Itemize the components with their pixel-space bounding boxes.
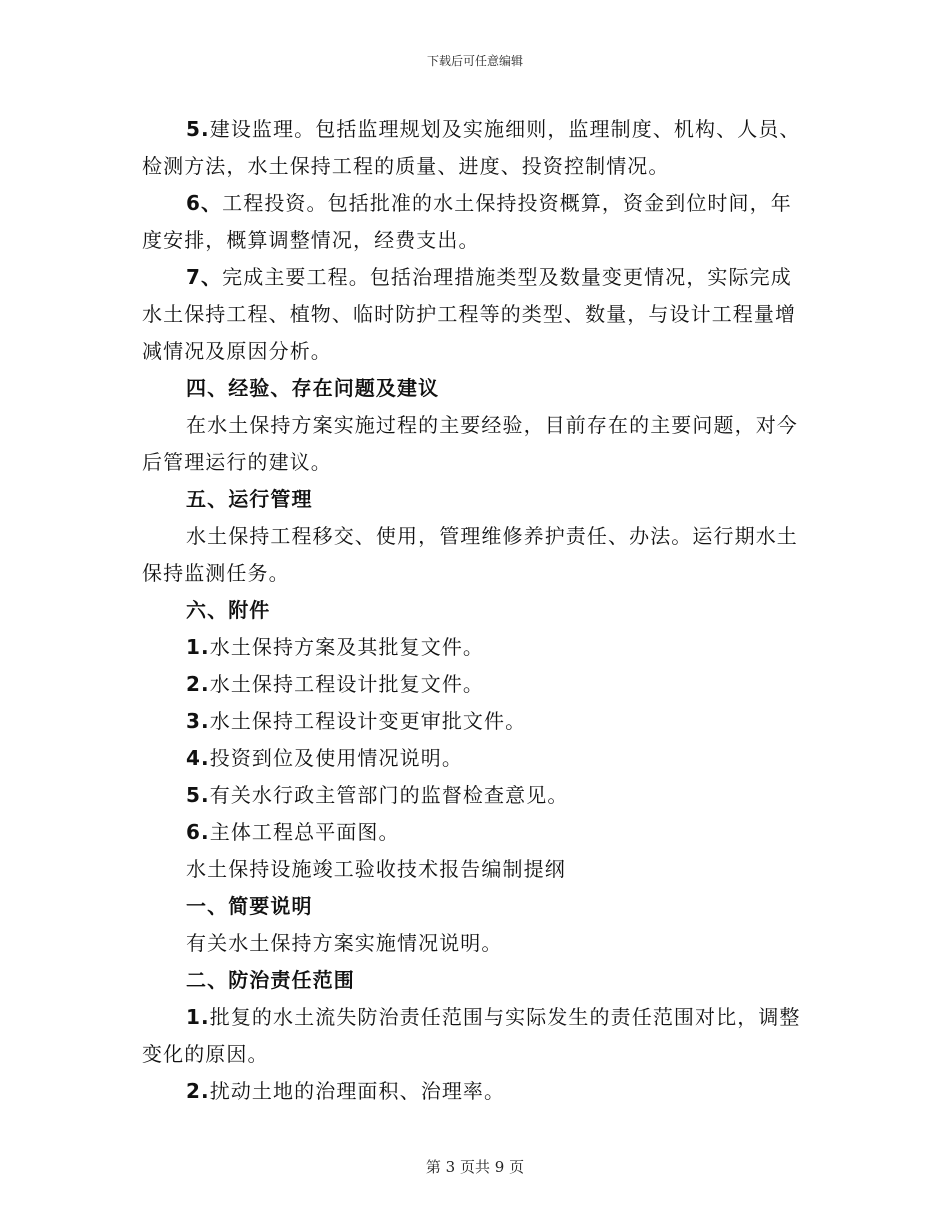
item-number: 2. (186, 672, 210, 696)
document-subtitle: 水土保持设施竣工验收技术报告编制提纲 (186, 857, 566, 881)
section-heading-responsibility-scope: 二、防治责任范围 (186, 968, 355, 992)
item-number: 5. (186, 117, 210, 141)
paragraph-text: 水土保持工程设计批复文件。 (209, 672, 485, 696)
paragraph-text: 主体工程总平面图。 (209, 820, 400, 844)
list-item-attachment-6 (142, 814, 810, 851)
list-item-attachment-4 (142, 740, 810, 777)
list-item-attachment-2 (142, 666, 810, 703)
list-item-attachment-3 (142, 703, 810, 740)
item-number: 6. (186, 820, 210, 844)
item-number: 1. (186, 635, 210, 659)
section-heading-experience: 四、经验、存在问题及建议 (186, 376, 440, 400)
paragraph-text: 水土保持工程设计变更审批文件。 (209, 709, 527, 733)
item-number: 3. (186, 709, 210, 733)
paragraph-operation: 水土保持工程移交、使用，管理维修养护责任、办法。运行期水土保持监测任务。 (142, 524, 798, 585)
paragraph-item-5-supervision (142, 111, 810, 185)
paragraph-item-6-investment (142, 185, 810, 259)
section-heading-operation: 五、运行管理 (186, 487, 313, 511)
list-item-attachment-5 (142, 777, 810, 814)
paragraph-text: 投资到位及使用情况说明。 (209, 746, 463, 770)
item-number: 4. (186, 746, 210, 770)
list-item-attachment-1 (142, 629, 810, 666)
paragraph-summary: 有关水土保持方案实施情况说明。 (186, 931, 503, 955)
paragraph-text: 水土保持方案及其批复文件。 (209, 635, 485, 659)
list-item-scope-2 (142, 1073, 810, 1110)
item-number: 1. (186, 1005, 210, 1029)
document-body (142, 111, 810, 1110)
paragraph-item-7-main-works (142, 259, 810, 370)
page-number: 第 3 页共 9 页 (425, 1158, 525, 1176)
item-number: 6、 (186, 191, 223, 215)
paragraph-text: 工程投资。包括批准的水土保持投资概算，资金到位时间，年度安排，概算调整情况，经费支出。 (142, 191, 792, 252)
paragraph-text: 批复的水土流失防治责任范围与实际发生的责任范围对比，调整变化的原因。 (142, 1005, 801, 1066)
item-number: 7、 (186, 265, 223, 289)
paragraph-experience: 在水土保持方案实施过程的主要经验，目前存在的主要问题，对今后管理运行的建议。 (142, 413, 798, 474)
paragraph-text: 有关水行政主管部门的监督检查意见。 (209, 783, 569, 807)
list-item-scope-1 (142, 999, 810, 1073)
item-number: 5. (186, 783, 210, 807)
paragraph-text: 建设监理。包括监理规划及实施细则，监理制度、机构、人员、检测方法，水土保持工程的质量、进度、投资控制情况。 (142, 117, 801, 178)
item-number: 2. (186, 1079, 210, 1103)
section-heading-attachments: 六、附件 (186, 598, 271, 622)
paragraph-text: 扰动土地的治理面积、治理率。 (209, 1079, 506, 1103)
paragraph-text: 完成主要工程。包括治理措施类型及数量变更情况，实际完成水土保持工程、植物、临时防护工程等的类型、数量，与设计工程量增减情况及原因分析。 (142, 265, 797, 363)
section-heading-summary: 一、简要说明 (186, 894, 313, 918)
page-header: 下载后可任意编辑 (426, 54, 523, 68)
